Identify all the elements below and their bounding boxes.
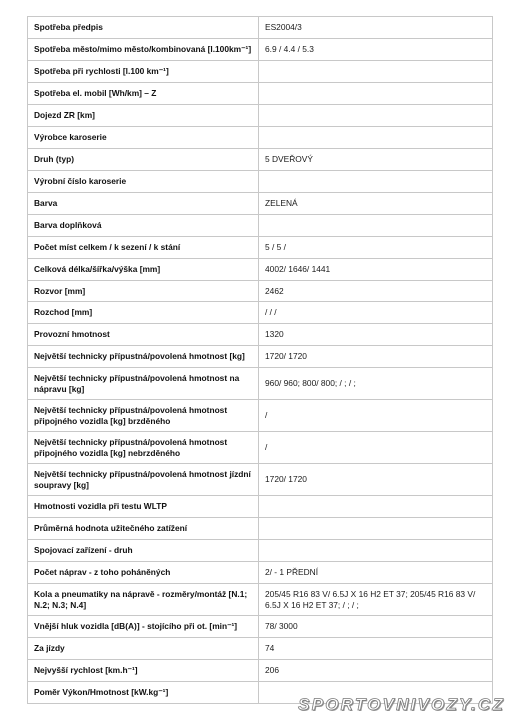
spec-label: Největší technicky přípustná/povolená hmotnost připojného vozidla [kg] brzděného (28, 400, 259, 432)
spec-row (28, 127, 493, 149)
spec-value: / (259, 432, 493, 464)
spec-label: Největší technicky přípustná/povolená hmotnost připojného vozidla [kg] nebrzděného (28, 432, 259, 464)
spec-value (259, 171, 493, 193)
spec-row (28, 616, 493, 638)
spec-row (28, 324, 493, 346)
spec-label: Hmotnosti vozidla při testu WLTP (28, 496, 259, 518)
spec-row (28, 237, 493, 259)
spec-row (28, 61, 493, 83)
spec-label: Rozchod [mm] (28, 302, 259, 324)
spec-value (259, 215, 493, 237)
spec-label: Spotřeba město/mimo město/kombinovaná [l.100km⁻¹] (28, 39, 259, 61)
spec-label: Počet náprav - z toho poháněných (28, 562, 259, 584)
spec-row (28, 368, 493, 400)
spec-row (28, 464, 493, 496)
spec-value: 2/ - 1 PŘEDNÍ (259, 562, 493, 584)
spec-label: Barva doplňková (28, 215, 259, 237)
spec-value (259, 540, 493, 562)
spec-label: Největší technicky přípustná/povolená hmotnost na nápravu [kg] (28, 368, 259, 400)
spec-row (28, 193, 493, 215)
spec-value: 4002/ 1646/ 1441 (259, 259, 493, 281)
spec-row (28, 584, 493, 616)
spec-row (28, 215, 493, 237)
spec-label: Dojezd ZR [km] (28, 105, 259, 127)
spec-value (259, 83, 493, 105)
spec-label: Za jízdy (28, 638, 259, 660)
spec-table-body (28, 17, 493, 704)
spec-label: Spotřeba předpis (28, 17, 259, 39)
spec-row (28, 660, 493, 682)
spec-row (28, 432, 493, 464)
spec-label: Celková délka/šířka/výška [mm] (28, 259, 259, 281)
spec-value: 1320 (259, 324, 493, 346)
spec-label: Poměr Výkon/Hmotnost [kW.kg⁻¹] (28, 682, 259, 704)
spec-label: Největší technicky přípustná/povolená hmotnost [kg] (28, 346, 259, 368)
spec-row (28, 105, 493, 127)
spec-value: 960/ 960; 800/ 800; / ; / ; (259, 368, 493, 400)
spec-row (28, 346, 493, 368)
spec-value: ES2004/3 (259, 17, 493, 39)
spec-value (259, 518, 493, 540)
spec-row (28, 171, 493, 193)
spec-label: Výrobce karoserie (28, 127, 259, 149)
watermark-logo: SPORTOVNIVOZY.CZ (298, 695, 505, 714)
spec-row (28, 17, 493, 39)
spec-label: Spotřeba el. mobil [Wh/km] – Z (28, 83, 259, 105)
spec-value: / (259, 400, 493, 432)
spec-row (28, 638, 493, 660)
spec-label: Provozní hmotnost (28, 324, 259, 346)
spec-row (28, 83, 493, 105)
spec-label: Nejvyšší rychlost [km.h⁻¹] (28, 660, 259, 682)
spec-row (28, 281, 493, 302)
spec-row (28, 540, 493, 562)
spec-label: Spotřeba při rychlosti [l.100 km⁻¹] (28, 61, 259, 83)
spec-value: / / / (259, 302, 493, 324)
spec-row (28, 400, 493, 432)
spec-value: 1720/ 1720 (259, 346, 493, 368)
spec-label: Počet míst celkem / k sezení / k stání (28, 237, 259, 259)
spec-value: 5 DVEŘOVÝ (259, 149, 493, 171)
spec-value (259, 127, 493, 149)
spec-row (28, 562, 493, 584)
spec-row (28, 518, 493, 540)
spec-value (259, 496, 493, 518)
spec-label: Výrobní číslo karoserie (28, 171, 259, 193)
spec-value: 206 (259, 660, 493, 682)
spec-value: 6.9 / 4.4 / 5.3 (259, 39, 493, 61)
spec-row (28, 149, 493, 171)
spec-row (28, 302, 493, 324)
spec-value: ZELENÁ (259, 193, 493, 215)
spec-row (28, 259, 493, 281)
spec-label: Barva (28, 193, 259, 215)
spec-label: Průměrná hodnota užitečného zatížení (28, 518, 259, 540)
spec-row (28, 496, 493, 518)
spec-row (28, 39, 493, 61)
spec-value (259, 105, 493, 127)
spec-value: 5 / 5 / (259, 237, 493, 259)
spec-label: Největší technicky přípustná/povolená hmotnost jízdní soupravy [kg] (28, 464, 259, 496)
spec-value: 205/45 R16 83 V/ 6.5J X 16 H2 ET 37; 205/45 R16 83 V/ 6.5J X 16 H2 ET 37; / ; / ; (259, 584, 493, 616)
spec-value (259, 61, 493, 83)
vehicle-spec-table (27, 16, 493, 704)
spec-label: Kola a pneumatiky na nápravě - rozměry/montáž [N.1; N.2; N.3; N.4] (28, 584, 259, 616)
spec-label: Rozvor [mm] (28, 281, 259, 302)
spec-value: 74 (259, 638, 493, 660)
spec-value: 78/ 3000 (259, 616, 493, 638)
spec-label: Vnější hluk vozidla [dB(A)] - stojícího při ot. [min⁻¹] (28, 616, 259, 638)
spec-value: 1720/ 1720 (259, 464, 493, 496)
spec-value: 2462 (259, 281, 493, 302)
spec-label: Druh (typ) (28, 149, 259, 171)
spec-label: Spojovací zařízení - druh (28, 540, 259, 562)
